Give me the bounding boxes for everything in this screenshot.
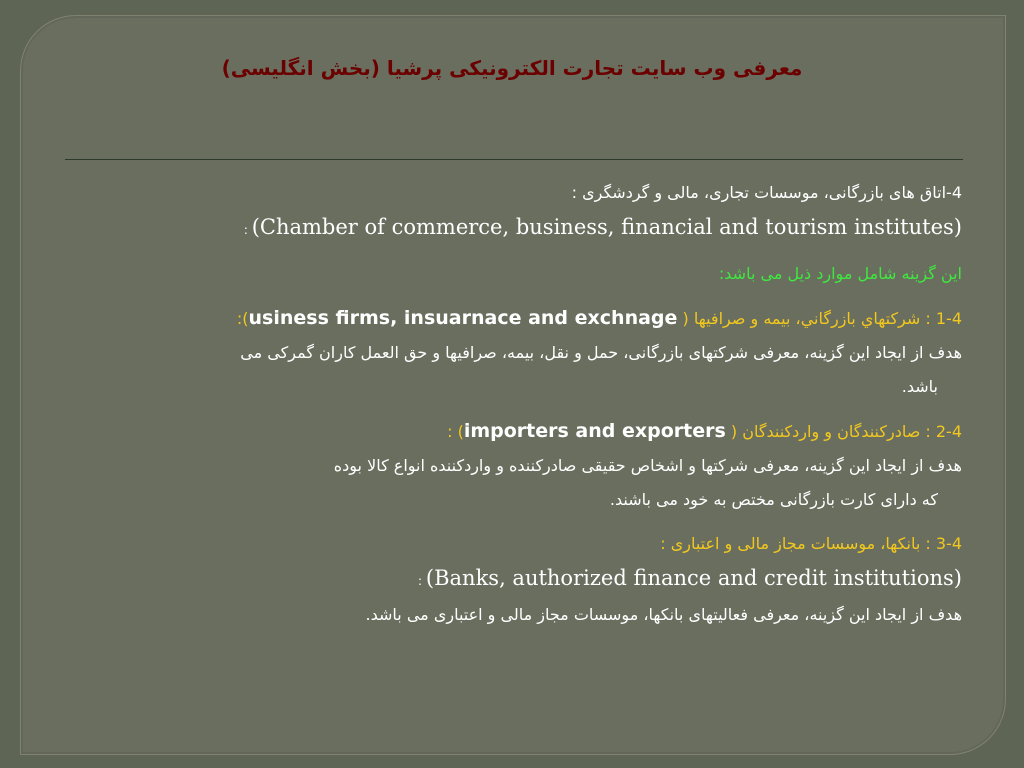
item-3-english: Banks, authorized finance and credit institutions bbox=[434, 566, 954, 590]
item-3-english-close: ) bbox=[425, 566, 435, 590]
item-2-number: 2-4 : bbox=[920, 422, 962, 441]
item-1-persian: شرکتهاي بازرگاني، بيمه و صرافيها bbox=[693, 309, 921, 328]
spacer bbox=[52, 517, 962, 527]
item-2-persian: صادرکنندگان و واردکنندگان bbox=[742, 422, 921, 441]
slide-content bbox=[52, 176, 962, 632]
item-1-suffix: : bbox=[236, 309, 243, 328]
item-2-bracket-open: ( bbox=[725, 422, 743, 441]
item-3-number: 3-4 : bbox=[920, 534, 962, 553]
section-heading-text: 4-اتاق های بازرگانی، موسسات تجاری، مالی و گردشگری : bbox=[571, 183, 962, 202]
spacer bbox=[52, 247, 962, 257]
section-english-line bbox=[52, 210, 962, 247]
item-3-english-line bbox=[52, 561, 962, 598]
item-2-bracket-close: ) bbox=[457, 422, 464, 441]
item-2-english: importers and exporters bbox=[463, 420, 726, 442]
item-2-heading bbox=[52, 414, 962, 449]
section-english-open: ( bbox=[953, 215, 962, 239]
item-1-number: 1-4 : bbox=[920, 309, 962, 328]
section-heading bbox=[52, 176, 962, 210]
item-3-persian: بانکها، موسسات مجاز مالی و اعتباری : bbox=[660, 534, 921, 553]
item-1-bracket-close: ) bbox=[242, 309, 249, 328]
item-1-description: هدف از ایجاد این گزینه، معرفی شرکتهای بازرگانی، حمل و نقل، بیمه، صرافیها و حق العمل کاران گمرکی می bbox=[240, 343, 962, 362]
section-english-text: Chamber of commerce, business, financial and tourism institutes bbox=[259, 215, 954, 239]
item-3-english-open: ( bbox=[953, 566, 962, 590]
section-intro: این گزینه شامل موارد ذیل می باشد: bbox=[718, 264, 962, 283]
item-2-description-cont: که دارای کارت بازرگانی مختص به خود می باشند. bbox=[609, 490, 938, 509]
item-3-english-suffix: : bbox=[418, 574, 426, 588]
item-3-description: هدف از ایجاد این گزینه، معرفی فعالیتهای بانکها، موسسات مجاز مالی و اعتباری می باشد. bbox=[365, 605, 962, 624]
item-1-description-cont: باشد. bbox=[901, 377, 938, 396]
slide-title: معرفی وب سایت تجارت الکترونیکی پرشیا (بخش انگلیسی) bbox=[221, 56, 803, 80]
item-1-bracket-open: ( bbox=[677, 309, 694, 328]
item-1-heading bbox=[52, 301, 962, 336]
spacer bbox=[52, 291, 962, 301]
item-1-english: usiness firms, insuarnace and exchnage bbox=[248, 307, 678, 329]
item-2-description: هدف از ایجاد این گزینه، معرفی شرکتها و اشخاص حقیقی صادرکننده و واردکننده انواع کالا بوده bbox=[333, 456, 962, 475]
item-3-heading bbox=[52, 527, 962, 561]
item-2-suffix: : bbox=[447, 422, 458, 441]
section-english-suffix: : bbox=[243, 223, 252, 237]
section-english-close: ) bbox=[251, 215, 260, 239]
title-divider bbox=[65, 159, 963, 160]
spacer bbox=[52, 404, 962, 414]
